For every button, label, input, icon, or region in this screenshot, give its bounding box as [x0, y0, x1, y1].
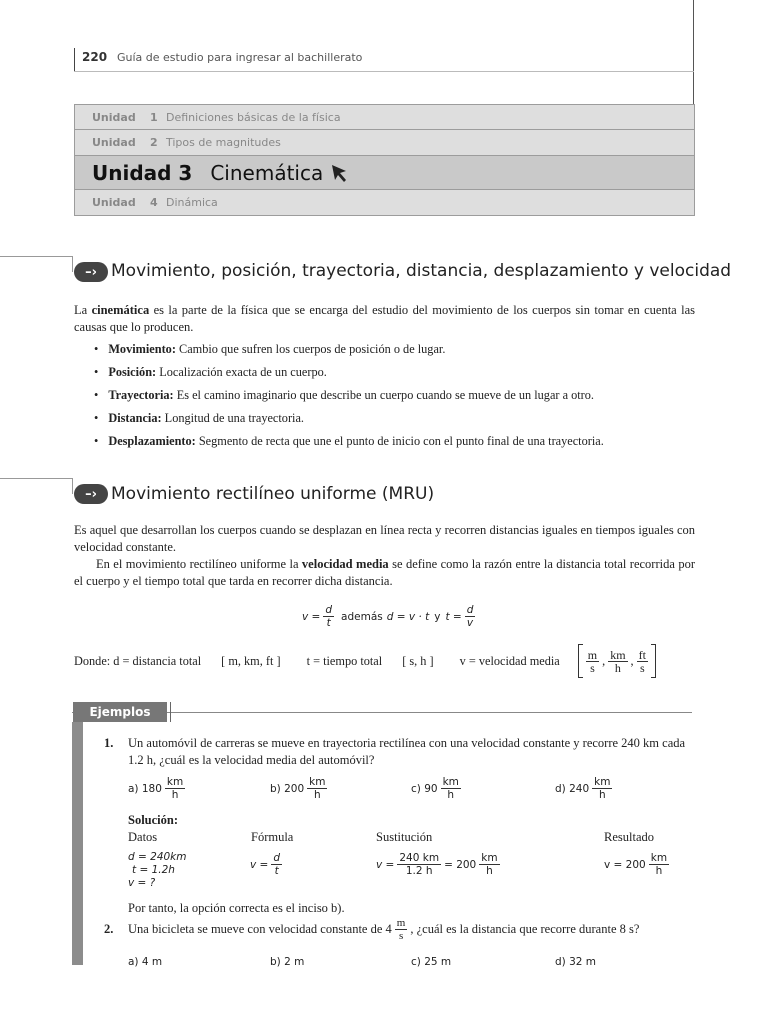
answer-option-a[interactable]: a) 4 m: [128, 956, 163, 968]
velocity-formula: v = $\frac{d}{t}$ además d = v · t y t = $\frac{d}{v}$: [302, 604, 474, 629]
answer-option-c[interactable]: c) 90 $\frac{km}{h}$: [411, 776, 459, 801]
list-item: • Movimiento: Cambio que sufren los cuerpos de posición o de lugar.: [110, 338, 695, 361]
header-divider: [74, 48, 75, 72]
list-item: • Trayectoria: Es el camino imaginario que describe un cuerpo cuando se mueve de un lugar a otro.: [110, 384, 695, 407]
term-bold: cinemática: [91, 303, 150, 317]
unit-label: Unidad: [92, 136, 136, 149]
section-rule-v: [72, 478, 73, 494]
col-formula: Fórmula: [251, 830, 294, 844]
answer-option-a[interactable]: a) 180 $\frac{km}{h}$: [128, 776, 184, 801]
variable-definitions: Donde: d = distancia total [ m, km, ft ] t = tiempo total [ s, h ] v = velocidad media $\frac{m}{s}$ , $\frac{km}{h}$ , $\frac{ft}{s}$: [74, 644, 656, 678]
unit-label: Unidad: [92, 110, 136, 124]
unit-number: 4: [150, 196, 158, 209]
unit-tabs: [74, 104, 695, 216]
book-title: Guía de estudio para ingresar al bachillerato: [117, 51, 363, 64]
unit-tab-4[interactable]: [74, 190, 695, 216]
unit-name: Dinámica: [166, 196, 218, 209]
right-margin-line: [693, 0, 694, 104]
col-sustitucion: Sustitución: [376, 830, 433, 844]
unit-number: 1: [150, 110, 158, 124]
solution-result: v = 200 $\frac{km}{h}$: [604, 852, 668, 877]
unit-tab-3-active[interactable]: [74, 156, 695, 190]
solution-substitution: v = $\frac{240 km}{1.2 h}$ = 200 $\frac{km}{h}$: [376, 852, 498, 877]
col-datos: Datos: [128, 830, 158, 844]
solution-conclusion: Por tanto, la opción correcta es el inciso b).: [128, 901, 345, 915]
header-rule: [74, 71, 694, 72]
unit-tab-1[interactable]: [74, 104, 695, 130]
arrow-bullet-icon: –›: [74, 262, 108, 282]
answer-option-d[interactable]: d) 240 $\frac{km}{h}$: [555, 776, 611, 801]
section-rule-v: [72, 256, 73, 272]
mru-paragraph: Es aquel que desarrollan los cuerpos cuando se desplazan en línea recta y recorren distancias iguales en tiempos iguales con velocidad constante.: [74, 523, 695, 554]
examples-tab-edge: [170, 702, 171, 722]
cursor-arrow-icon: [329, 162, 351, 184]
unit-number: 2: [150, 136, 158, 149]
page-number: 220: [82, 50, 108, 64]
list-item: • Distancia: Longitud de una trayectoria.: [110, 407, 695, 430]
arrow-bullet-icon: –›: [74, 484, 108, 504]
list-item: • Posición: Localización exacta de un cuerpo.: [110, 361, 695, 384]
col-resultado: Resultado: [604, 830, 654, 844]
section-rule: [0, 478, 72, 479]
answer-option-d[interactable]: d) 32 m: [555, 956, 597, 968]
solution-formula: v = $\frac{d}{t}$: [250, 852, 281, 877]
answer-option-b[interactable]: b) 200 $\frac{km}{h}$: [270, 776, 326, 801]
section-title: Movimiento, posición, trayectoria, distancia, desplazamiento y velocidad: [111, 261, 732, 281]
examples-side-bar: [72, 722, 83, 965]
list-item: • Desplazamiento: Segmento de recta que une el punto de inicio con el punto final de una trayectoria.: [110, 430, 695, 453]
mru-paragraph-2: En el movimiento rectilíneo uniforme la velocidad media se define como la razón entre la distancia total recorrida por el cuerpo y el tiempo total que tarda en recorrer dicha distancia.: [74, 557, 695, 588]
unit-label: Unidad: [92, 196, 136, 209]
answer-option-b[interactable]: b) 2 m: [270, 956, 305, 968]
unit-name: Tipos de magnitudes: [166, 136, 281, 149]
question-2: 2. Una bicicleta se mueve con velocidad constante de 4 $\frac{m}{s}$ , ¿cuál es la distancia que recorre durante 8 s?: [104, 917, 640, 942]
answer-option-c[interactable]: c) 25 m: [411, 956, 452, 968]
question-1: 1. Un automóvil de carreras se mueve en trayectoria rectilínea con una velocidad constante y recorre 240 km cada 1.2 h, ¿cuál es la velocidad media del automóvil?: [104, 736, 686, 767]
solution-heading: Solución:: [128, 813, 179, 827]
given-data: d = 240km t = 1.2h v = ?: [128, 851, 187, 889]
intro-paragraph: La cinemática es la parte de la física que se encarga del estudio del movimiento de los cuerpos sin tomar en cuenta las causas que lo producen.: [74, 303, 696, 334]
definition-list: [110, 338, 695, 453]
unit-tab-2[interactable]: [74, 130, 695, 156]
examples-tab: Ejemplos: [73, 702, 167, 722]
section-rule: [0, 256, 72, 257]
velocity-units-bracket: $\frac{m}{s}$ , $\frac{km}{h}$ , $\frac{ft}{s}$: [578, 644, 656, 678]
section-title: Movimiento rectilíneo uniforme (MRU): [111, 484, 435, 504]
unit-label: Unidad 3: [92, 160, 193, 185]
unit-name: Cinemática: [210, 160, 324, 185]
unit-name: Definiciones básicas de la física: [166, 110, 341, 124]
